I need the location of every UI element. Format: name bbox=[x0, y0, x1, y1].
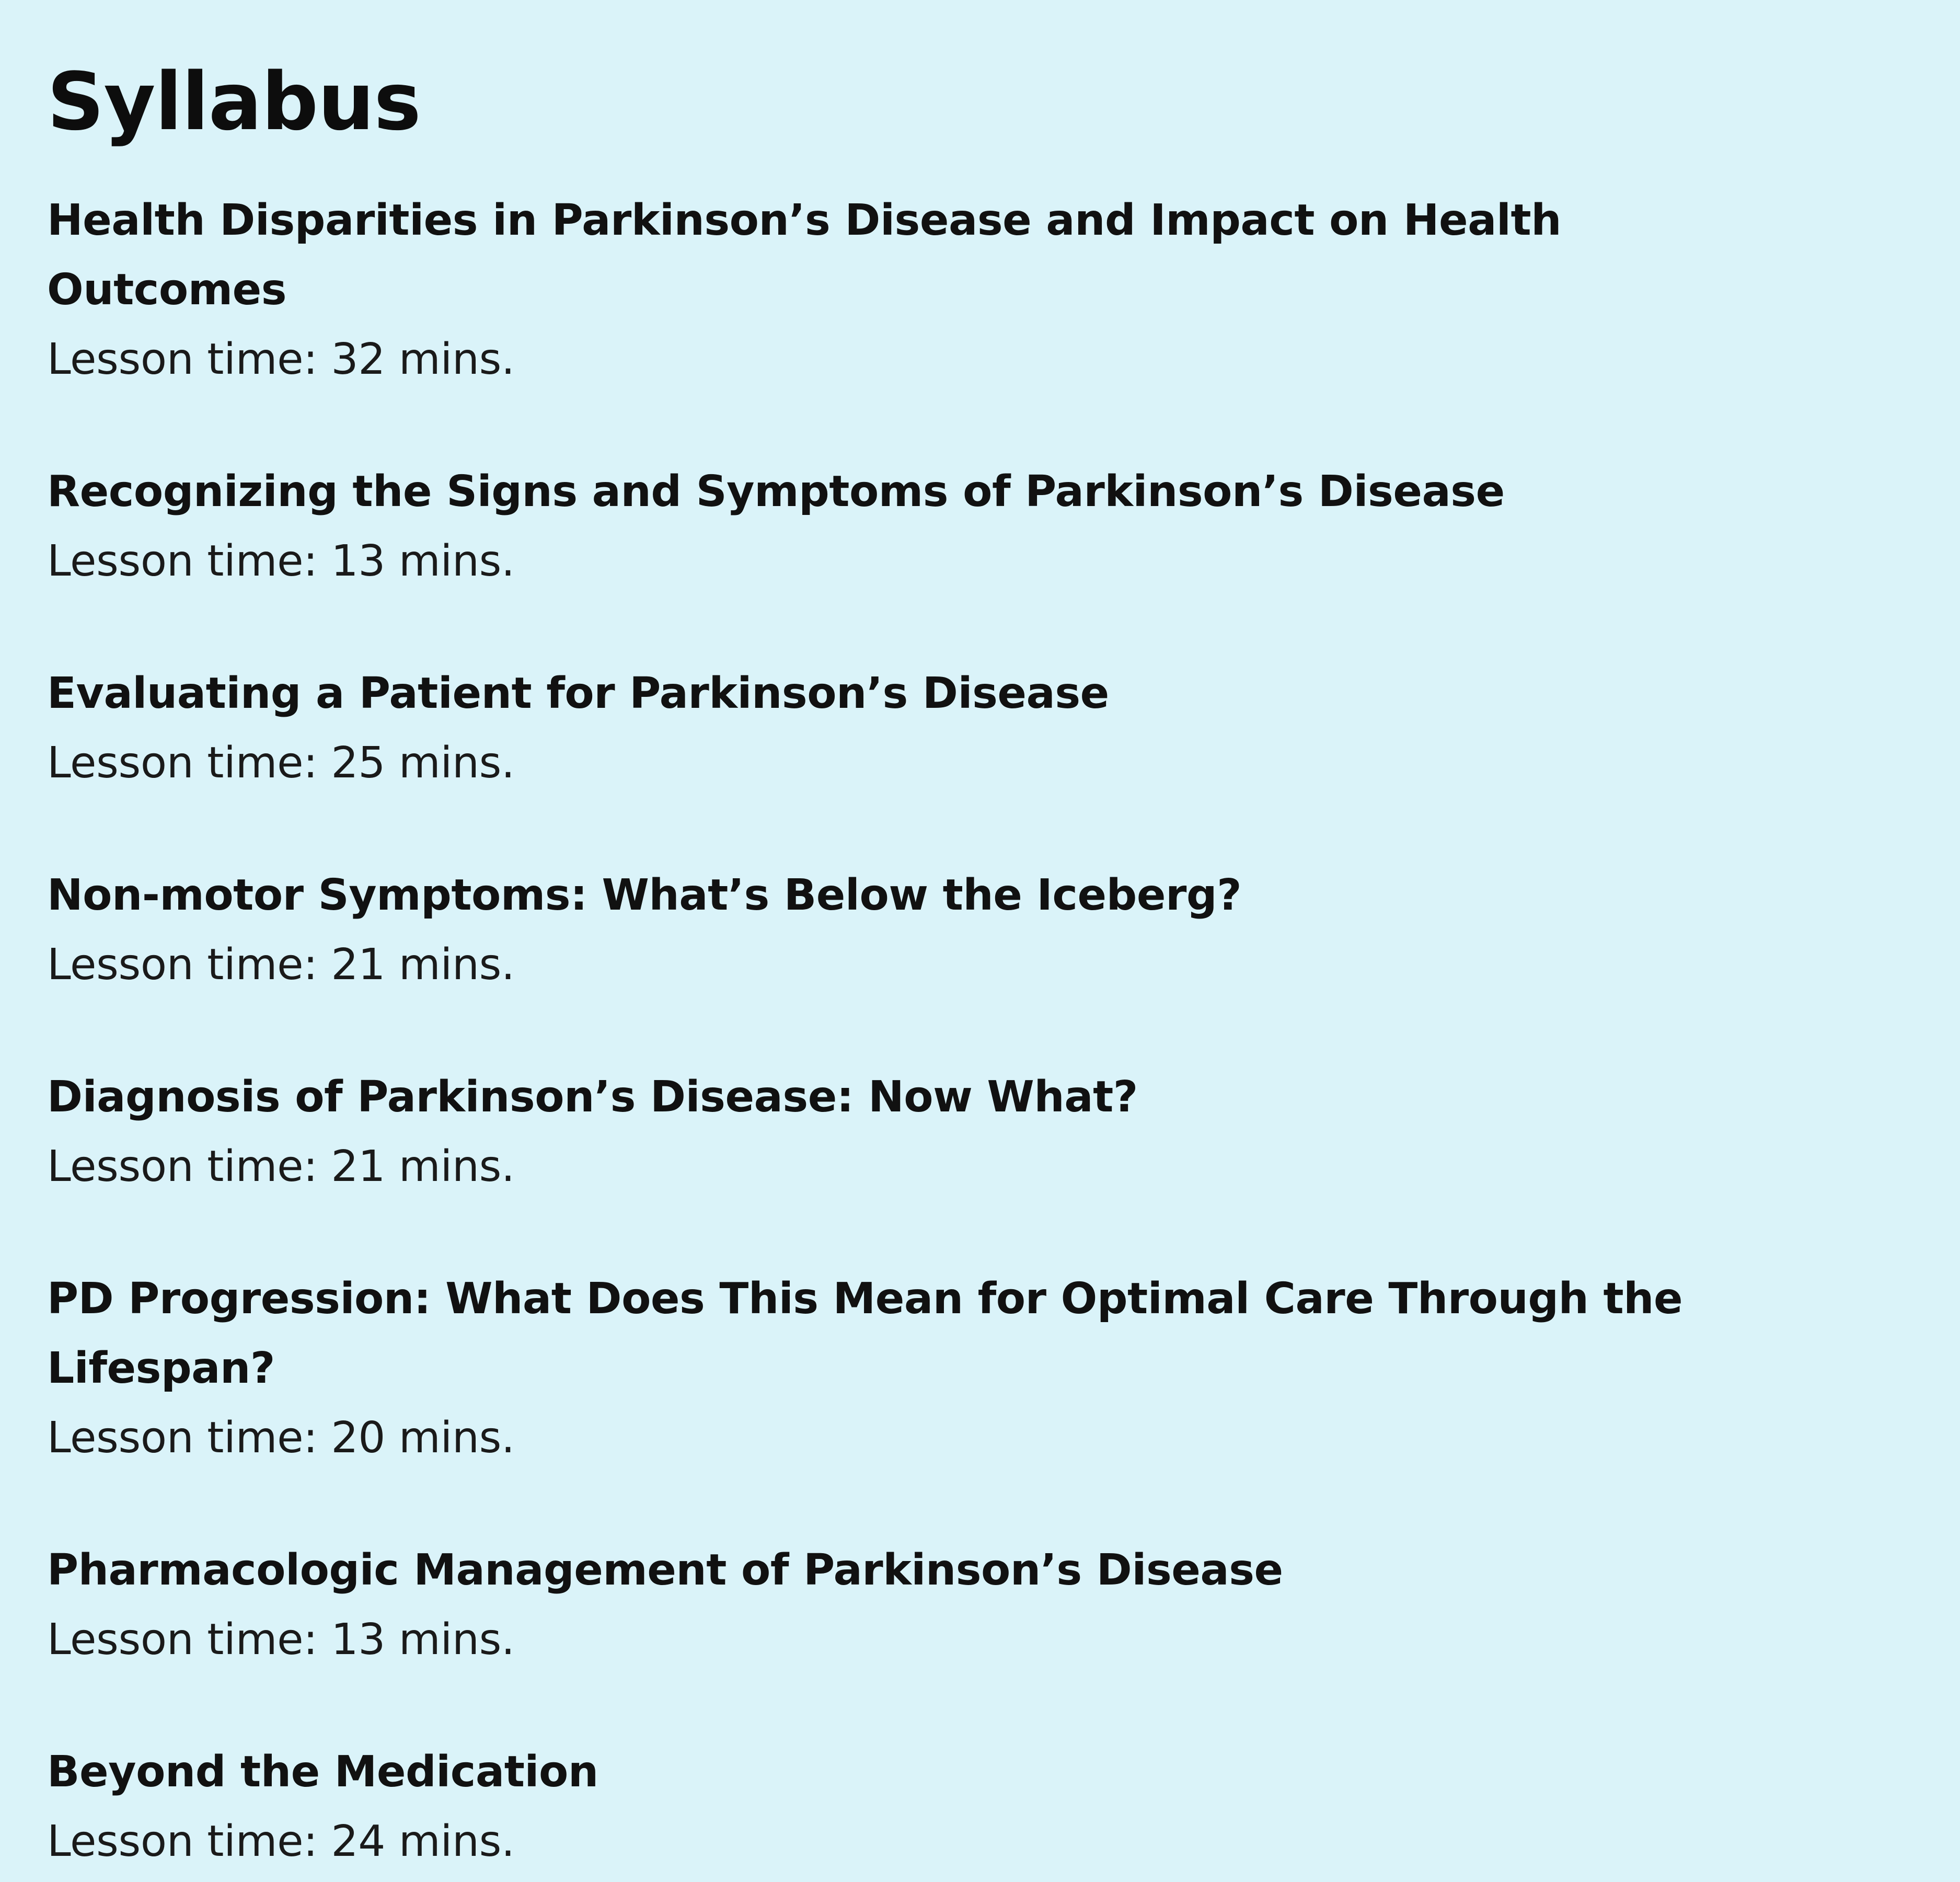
lesson-time: Lesson time: 20 mins. bbox=[47, 1413, 515, 1463]
lesson-title: Beyond the Medication bbox=[47, 1747, 598, 1797]
lesson-time: Lesson time: 24 mins. bbox=[47, 1817, 515, 1866]
page-title: Syllabus bbox=[47, 55, 421, 148]
lesson-item bbox=[47, 860, 1929, 1000]
lesson-title: Non-motor Symptoms: What’s Below the Iceberg? bbox=[47, 870, 1242, 920]
lesson-title: Evaluating a Patient for Parkinson’s Disease bbox=[47, 669, 1109, 718]
lesson-item bbox=[47, 1737, 1929, 1876]
lesson-title: Health Disparities in Parkinson’s Disease and Impact on Health Outcomes bbox=[47, 196, 1562, 315]
lesson-time: Lesson time: 25 mins. bbox=[47, 738, 515, 788]
lesson-title: PD Progression: What Does This Mean for Optimal Care Through the Lifespan? bbox=[47, 1274, 1683, 1393]
lesson-time: Lesson time: 13 mins. bbox=[47, 536, 515, 586]
lesson-list bbox=[47, 186, 1929, 1876]
lesson-item bbox=[47, 186, 1929, 394]
lesson-time: Lesson time: 13 mins. bbox=[47, 1615, 515, 1665]
lesson-item bbox=[47, 659, 1929, 798]
lesson-item bbox=[47, 1264, 1929, 1473]
syllabus-section bbox=[47, 50, 1929, 1876]
lesson-item bbox=[47, 1062, 1929, 1201]
lesson-time: Lesson time: 21 mins. bbox=[47, 1142, 515, 1191]
lesson-title: Recognizing the Signs and Symptoms of Parkinson’s Disease bbox=[47, 467, 1505, 517]
lesson-item bbox=[47, 1535, 1929, 1674]
lesson-item bbox=[47, 457, 1929, 596]
lesson-time: Lesson time: 21 mins. bbox=[47, 940, 515, 990]
lesson-title: Pharmacologic Management of Parkinson’s Disease bbox=[47, 1545, 1283, 1595]
lesson-title: Diagnosis of Parkinson’s Disease: Now What? bbox=[47, 1072, 1138, 1122]
lesson-time: Lesson time: 32 mins. bbox=[47, 335, 515, 384]
